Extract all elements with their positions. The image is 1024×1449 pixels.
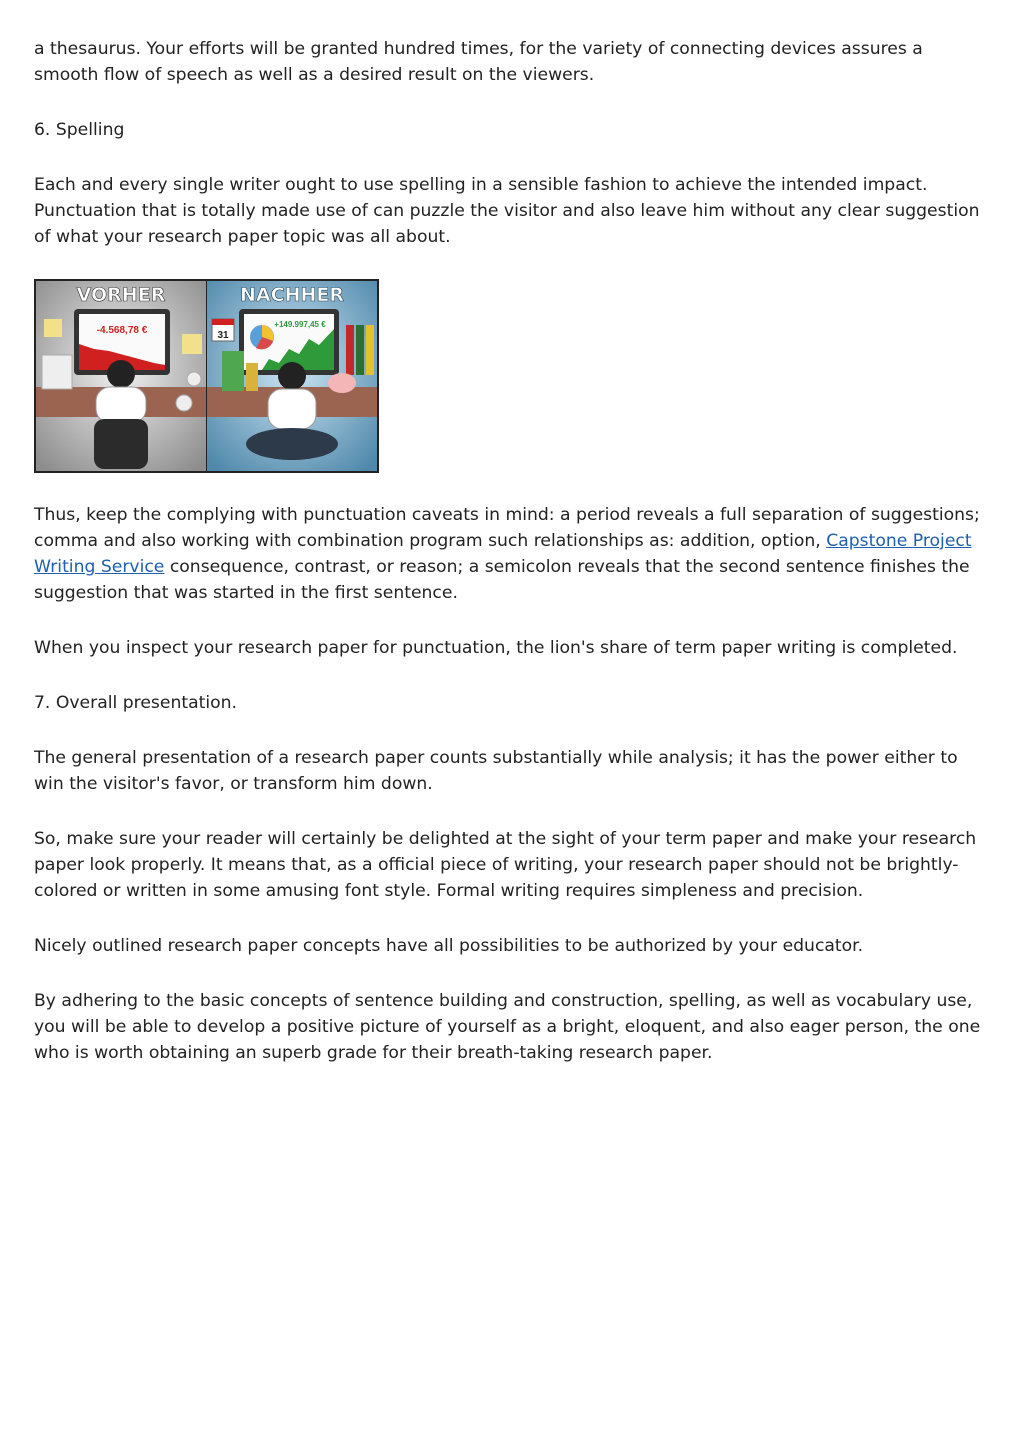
section-heading-overall-presentation: 7. Overall presentation. (34, 693, 238, 713)
before-after-illustration (34, 279, 379, 473)
left-amount-label: -4.568,78 € (96, 325, 148, 336)
paragraph-punctuation-text-after: consequence, contrast, or reason; a semicolon reveals that the second sentence finishes the suggestion that was started in the first sentence. (34, 557, 970, 603)
paragraph-punctuation-text-before: Thus, keep the complying with punctuation caveats in mind: a period reveals a full separation of suggestions; comma and also working with combination program such relationships as: addition, option, (34, 505, 980, 551)
paragraph-thesaurus: a thesaurus. Your efforts will be granted hundred times, for the variety of connecting devices assures a smooth flow of speech as well as a desired result on the viewers. (34, 39, 923, 85)
right-amount-label: +149.997,45 € (274, 320, 326, 329)
capstone-project-link[interactable]: Capstone Project Writing Service (34, 531, 972, 577)
section-heading-spelling: 6. Spelling (34, 120, 125, 140)
paragraph-conclusion: By adhering to the basic concepts of sentence building and construction, spelling, as well as vocabulary use, you will be able to develop a positive picture of yourself as a bright, eloquent, and also eager person, the one who is worth obtaining an superb grade for their breath-taking research paper. (34, 991, 981, 1063)
paragraph-nicely-outlined: Nicely outlined research paper concepts have all possibilities to be authorized by your educator. (34, 936, 864, 956)
calendar-day-label: 31 (217, 330, 229, 341)
paragraph-punctuation-caveats (34, 502, 992, 606)
before-title: VORHER (76, 284, 166, 306)
paragraph-inspect-punctuation: When you inspect your research paper for punctuation, the lion's share of term paper writing is completed. (34, 638, 958, 658)
document-page (34, 36, 992, 1095)
paragraph-spelling: Each and every single writer ought to use spelling in a sensible fashion to achieve the intended impact. Punctuation that is totally made use of can puzzle the visitor and also leave him without any clear suggestion of what your research paper topic was all about. (34, 175, 980, 247)
paragraph-general-presentation: The general presentation of a research paper counts substantially while analysis; it has the power either to win the visitor's favor, or transform him down. (34, 748, 958, 794)
after-title: NACHHER (240, 284, 344, 306)
paragraph-make-sure-reader: So, make sure your reader will certainly be delighted at the sight of your term paper and make your research paper look properly. It means that, as a official piece of writing, your research paper should not be brightly-colored or written in some amusing font style. Formal writing requires simpleness and precision. (34, 829, 977, 901)
